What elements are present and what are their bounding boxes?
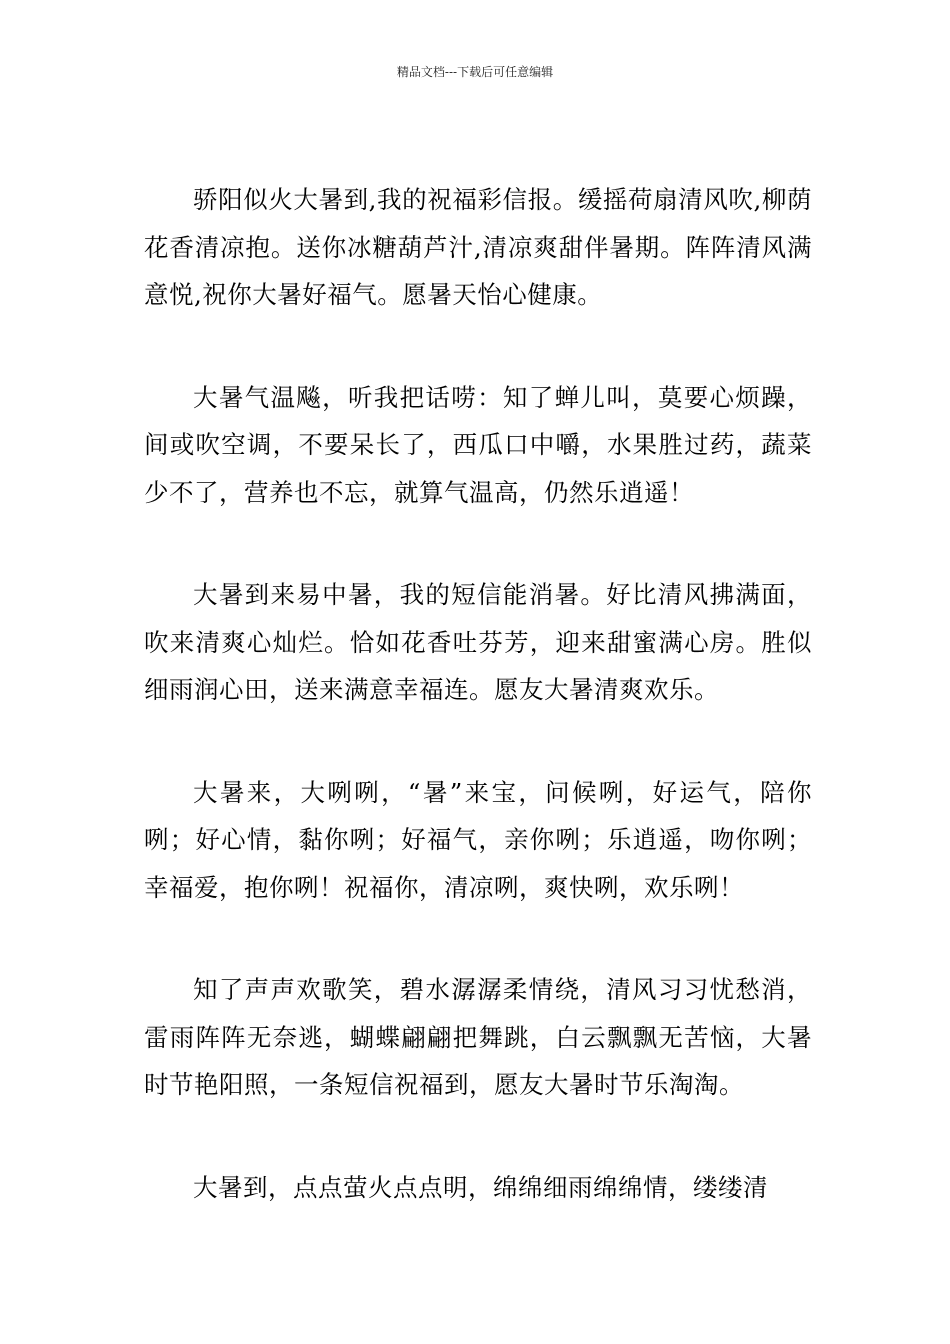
paragraph: 大暑气温飚，听我把话唠：知了蝉儿叫，莫要心烦躁，间或吹空调，不要呆长了，西瓜口中嚼，水果胜过药，蔬菜少不了，营养也不忘，就算气温高，仍然乐逍遥！: [144, 382, 812, 507]
paragraph: 骄阳似火大暑到,我的祝福彩信报。缓摇荷扇清风吹,柳荫花香清凉抱。送你冰糖葫芦汁,清凉爽甜伴暑期。阵阵清风满意悦,祝你大暑好福气。愿暑天怡心健康。: [144, 185, 812, 309]
page-header: 精品文档---下载后可任意编辑: [396, 65, 554, 79]
paragraph: 知了声声欢歌笑，碧水潺潺柔情绕，清风习习忧愁消，雷雨阵阵无奈逃，蝴蝶翩翩把舞跳，白云飘飘无苦恼，大暑时节艳阳照，一条短信祝福到，愿友大暑时节乐淘淘。: [144, 975, 812, 1099]
paragraph: 大暑来，大咧咧，“暑”来宝，问候咧，好运气，陪你咧；好心情，黏你咧；好福气，亲你咧；乐逍遥，吻你咧；幸福爱，抱你咧！祝福你，清凉咧，爽快咧，欢乐咧！: [144, 777, 812, 902]
paragraph: 大暑到来易中暑，我的短信能消暑。好比清风拂满面，吹来清爽心灿烂。恰如花香吐芬芳，迎来甜蜜满心房。胜似细雨润心田，送来满意幸福连。愿友大暑清爽欢乐。: [144, 580, 812, 704]
paragraph: 大暑到，点点萤火点点明，绵绵细雨绵绵情，缕缕清: [193, 1172, 768, 1202]
document-body: [144, 176, 812, 1266]
